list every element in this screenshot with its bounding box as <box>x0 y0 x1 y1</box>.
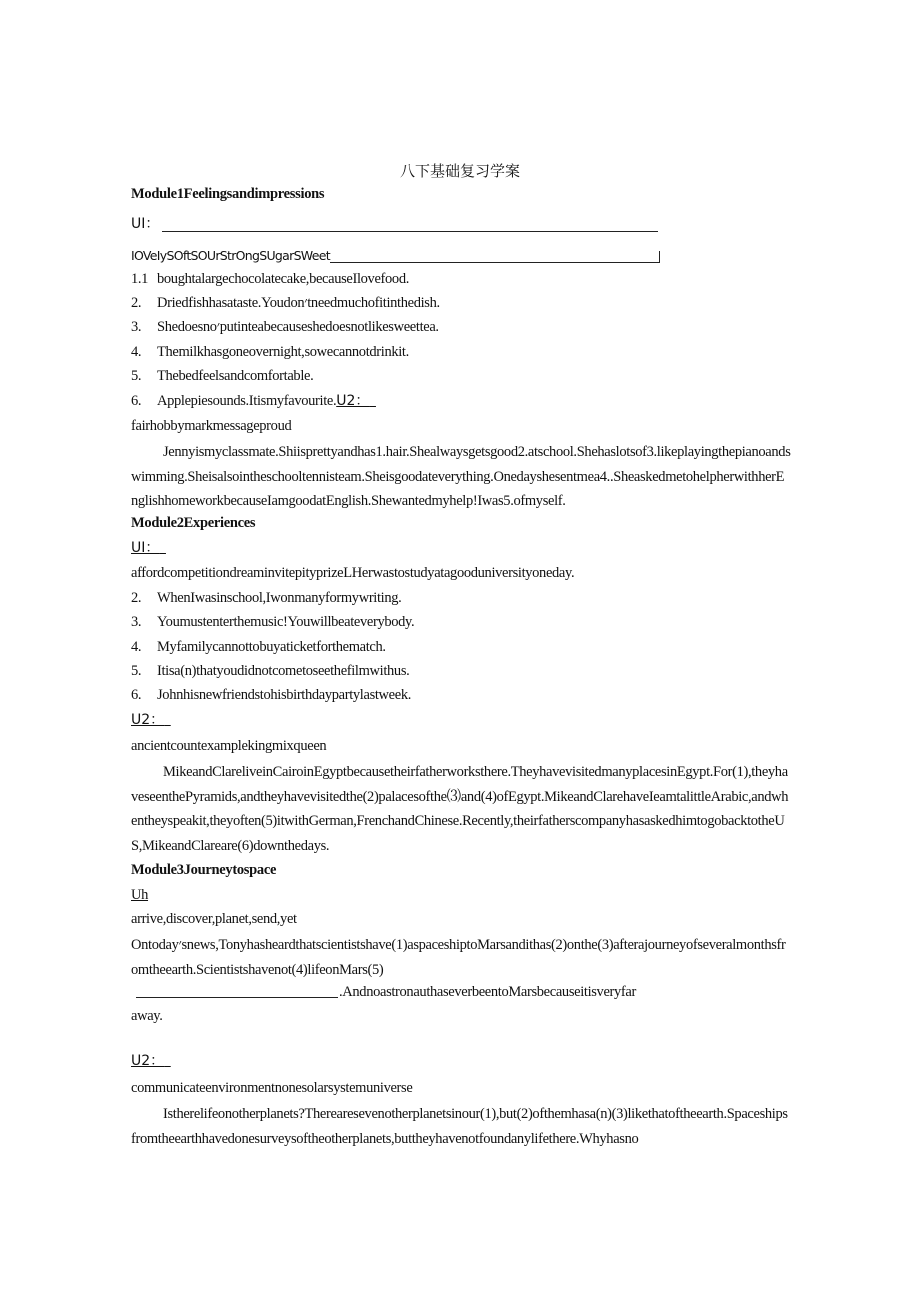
module2-u1-label: UI： <box>131 540 160 556</box>
module1-item-6: 6. Applepiesounds.Itismyfavourite.U2： <box>131 393 370 409</box>
module1-u2-word-bank: fairhobbymarkmessageproud <box>131 418 292 434</box>
module1-item-4: 4. Themilkhasgoneovernight,sowecannotdrinkit. <box>131 344 409 360</box>
module2-line-1: affordcompetitiondreaminvitepityprizeLHerwastostudyatagooduniversityoneday. <box>131 565 575 581</box>
module2-u2-word-bank: ancientcountexamplekingmixqueen <box>131 738 327 754</box>
module1-passage: Jennyismyclassmate.Shiisprettyandhas1.hair.Shealwaysgetsgood2.atschool.Shehaslotsof3.likeplayingthepianoandswimming.Sheisalsointheschooltennisteam.Sheisgoodateverything.Onedayshesentmea4..SheaskedmetohelpherwithherEnglishhomeworkbecauseIamgoodatEnglish.Shewantedmyhelp!Iwas5.ofmyself. <box>131 444 791 509</box>
module2-u2-row <box>131 710 791 730</box>
module2-item-5: 5. Itisa(n)thatyoudidnotcometoseethefilmwithus. <box>131 663 410 679</box>
module3-u1-label: Uh <box>131 887 149 903</box>
module3-u2-label: U2： <box>131 1053 165 1069</box>
page-title: 八下基础复习学案 <box>399 162 520 180</box>
module1-item-5: 5. Thebedfeelsandcomfortable. <box>131 368 314 384</box>
module2-item-6: 6. Johnhisnewfriendstohisbirthdaypartylastweek. <box>131 687 412 703</box>
module3-u2-row <box>131 1051 791 1071</box>
module2-item-4: 4. Myfamilycannottobuyaticketforthematch. <box>131 639 386 655</box>
module1-item-1: 1.1 boughtalargechocolatecake,becauseIlovefood. <box>131 271 409 287</box>
module1-u2-label: U2： <box>336 393 370 409</box>
module1-word-bank: IOVeIySOftSOUrStrOngSUgarSWeet <box>131 248 330 263</box>
module3-u2-word-bank: communicateenvironmentnonesolarsystemuniverse <box>131 1080 413 1096</box>
module2-heading: Module2Experiences <box>131 515 256 531</box>
module1-heading: Module1Feelingsandimpressions <box>131 186 325 202</box>
module3-u1-word-bank: arrive,discover,planet,send,yet <box>131 911 297 927</box>
module1-item-2: 2. Driedfishhasataste.Youdon׳tneedmuchofitinthedish. <box>131 295 440 311</box>
module2-item-2: 2. WhenIwasinschool,Iwonmanyformywriting. <box>131 590 402 606</box>
module2-item-3: 3. Youmustenterthemusic!Youwillbeateverybody. <box>131 614 415 630</box>
module3-heading: Module3Journeytospace <box>131 862 277 878</box>
module3-passage-1-tail: away. <box>131 1008 163 1024</box>
module2-passage: MikeandClareliveinCairoinEgyptbecausetheirfatherworksthere.TheyhavevisitedmanyplacesinEgypt.For(1),theyhaveseenthePyramids,andtheyhavevisitedthe(2)palacesofthe⑶and(4)ofEgypt.MikeandClarehaveIeamtalittleArabic,andwhentheyspeakit,theyoften(5)itwithGerman,FrenchandChinese.Recently,theirfatherscompanyhasaskedhimtogobacktotheUS,MikeandClareare(6)downthedays. <box>131 764 789 854</box>
module3-passage-1-end: .AndnoastronauthaseverbeentoMarsbecauseitisveryfar <box>339 984 636 1000</box>
module3-passage-2: Istherelifeonotherplanets?Therearesevenotherplanetsinour(1),but(2)ofthemhasa(n)(3)likethatoftheearth.Spaceshipsfromtheearthhavedonesurveysoftheotherplanets,buttheyhavenotfoundanylifethere.Whyhasno <box>131 1106 788 1147</box>
module1-u1-blank-line <box>162 231 658 232</box>
module3-passage-1: Ontoday׳snews,Tonyhasheardthatscientistshave(1)aspaceshiptoMarsandithas(2)onthe(3)afterajourneyofseveralmonthsfromtheearth.Scientistshavenot(4)lifeonMars(5) <box>131 937 786 978</box>
module1-word-bank-line <box>330 262 660 263</box>
module1-item-3: 3. Shedoesno׳putinteabecauseshedoesnotlikesweettea. <box>131 319 439 335</box>
module2-u2-label: U2： <box>131 712 165 728</box>
module3-blank-line <box>136 997 338 998</box>
module1-u1-label: UI： <box>131 216 160 232</box>
module2-u1-row <box>131 538 791 558</box>
module1-word-bank-bar <box>659 251 660 263</box>
